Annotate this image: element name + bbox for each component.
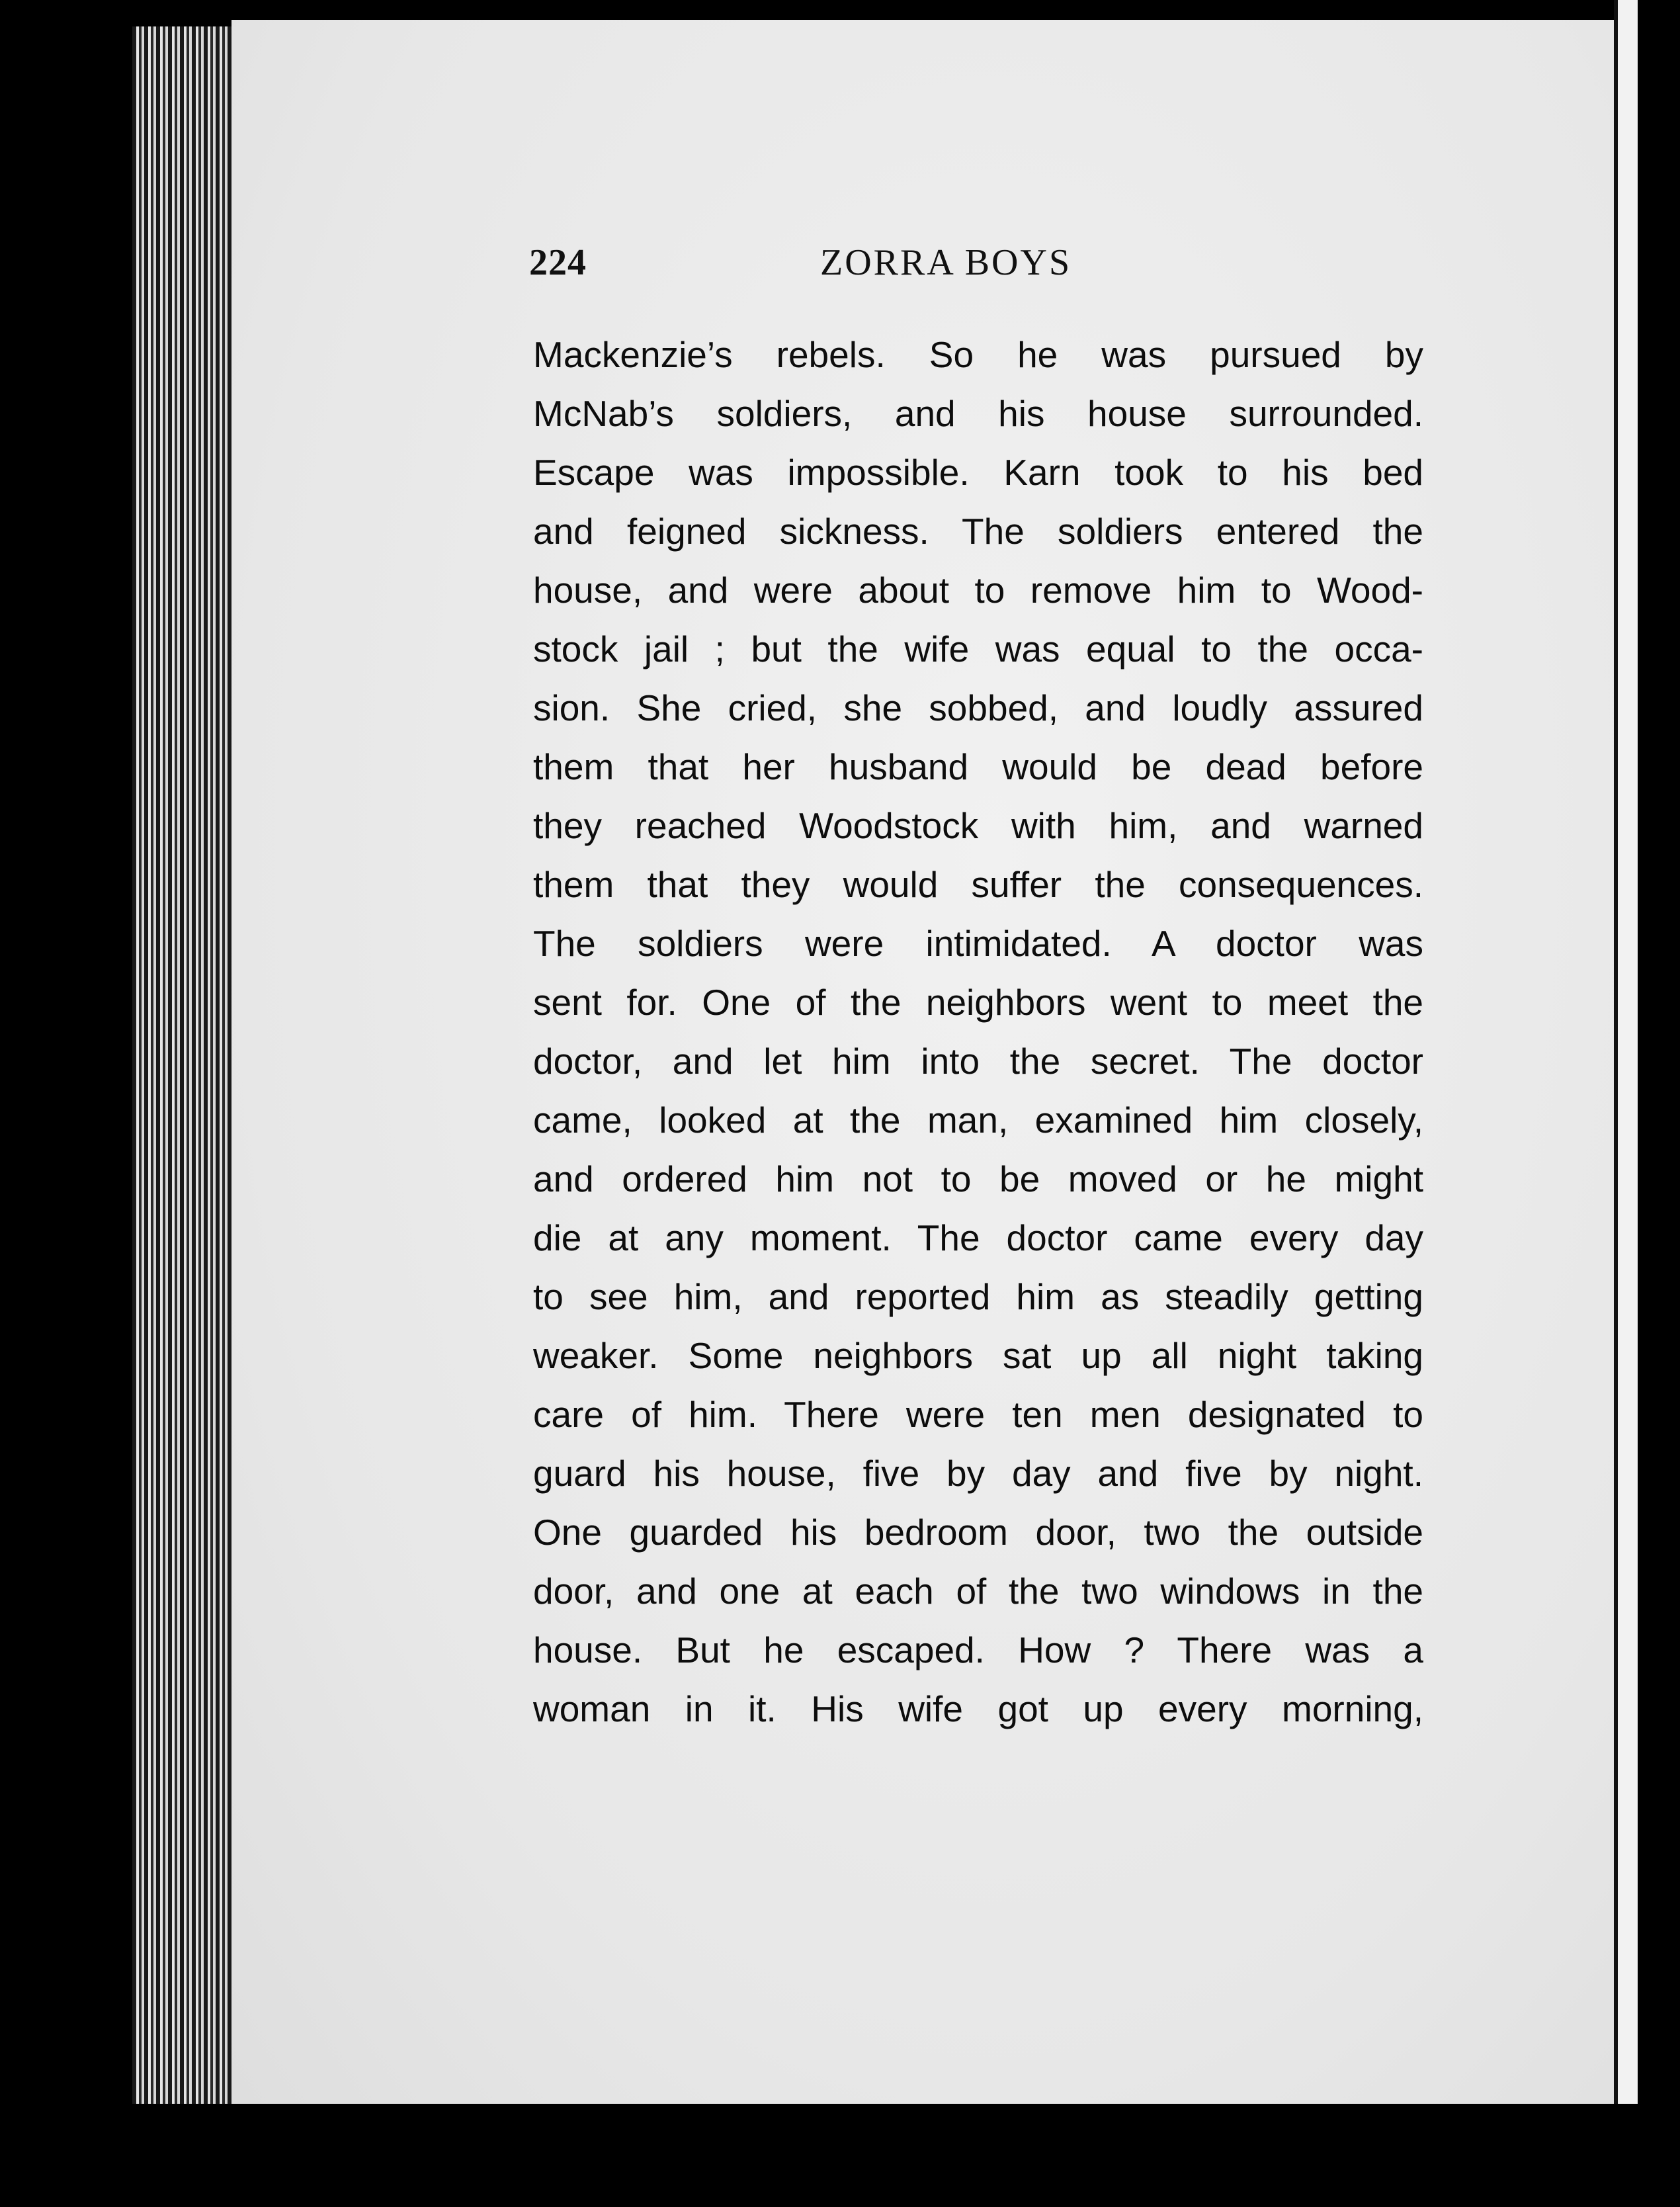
- running-head: [529, 241, 1415, 294]
- scan-border: [0, 2104, 1680, 2207]
- running-title: ZORRA BOYS: [820, 242, 1072, 283]
- text-line: McNab’s soldiers, and his house surrounded.: [533, 393, 1423, 434]
- text-line: doctor, and let him into the secret. The doctor: [533, 1041, 1423, 1082]
- text-line: sent for. One of the neighbors went to meet the: [533, 982, 1423, 1023]
- text-line: die at any moment. The doctor came every day: [533, 1217, 1423, 1258]
- page-number: 224: [529, 242, 587, 283]
- body-text: [533, 325, 1423, 1739]
- text-line: woman in it. His wife got up every morning,: [533, 1688, 1423, 1729]
- text-line: door, and one at each of the two windows in the: [533, 1571, 1423, 1612]
- text-line: The soldiers were intimidated. A doctor was: [533, 923, 1423, 964]
- text-line: house. But he escaped. How ? There was a: [533, 1629, 1423, 1670]
- text-line: and ordered him not to be moved or he might: [533, 1158, 1423, 1199]
- text-line: guard his house, five by day and five by night.: [533, 1453, 1423, 1494]
- text-line: house, and were about to remove him to Wood-: [533, 570, 1423, 611]
- text-line: to see him, and reported him as steadily getting: [533, 1276, 1423, 1317]
- facing-page-edge: [1614, 0, 1638, 2207]
- text-line: sion. She cried, she sobbed, and loudly assured: [533, 687, 1423, 728]
- text-line: Mackenzie’s rebels. So he was pursued by: [533, 334, 1423, 375]
- text-line: they reached Woodstock with him, and warned: [533, 805, 1423, 846]
- text-line: weaker. Some neighbors sat up all night taking: [533, 1335, 1423, 1376]
- text-line: Escape was impossible. Karn took to his bed: [533, 452, 1423, 493]
- text-line: them that they would suffer the consequences.: [533, 864, 1423, 905]
- text-line: came, looked at the man, examined him closely,: [533, 1100, 1423, 1141]
- text-line: them that her husband would be dead before: [533, 746, 1423, 787]
- text-line: stock jail ; but the wife was equal to the occa-: [533, 628, 1423, 670]
- text-line: care of him. There were ten men designated to: [533, 1394, 1423, 1435]
- text-line: and feigned sickness. The soldiers entered the: [533, 511, 1423, 552]
- text-line: One guarded his bedroom door, two the outside: [533, 1512, 1423, 1553]
